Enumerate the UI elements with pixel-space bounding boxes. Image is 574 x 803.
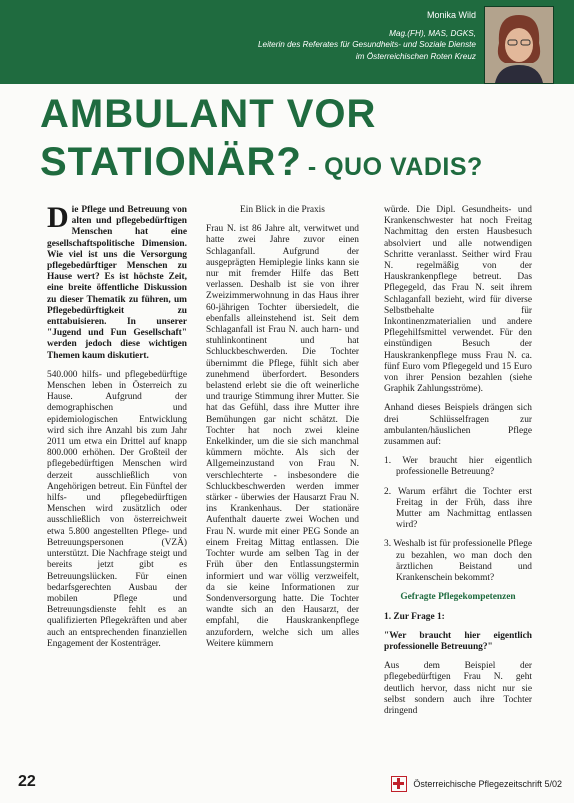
author-name: Monika Wild (426, 10, 476, 20)
lead-text: ie Pflege und Betreuung von alten und pflegebedürftigen Menschen hat eine gesellschaftspolitische Dimension. Wie viel ist uns die Versorgung pflegebedürftiger Menschen zu Hause wert? Es ist höchste Zeit, eine breite öffentliche Diskussion zu dieser Thematik zu führen, um Pflegebedürftigkeit zu enttabuisieren. In unserer "Jugend und Fun Gesellschaft" werden jedoch diese wichtigen Themen kaum diskutiert. (47, 205, 187, 361)
question-heading: "Wer braucht hier eigentlich professionelle Betreuung?" (384, 630, 532, 652)
body-paragraph: Aus dem Beispiel der pflegebedürftigen Frau N. geht deutlich hervor, dass nicht nur sie selbst sondern auch ihre Tochter dringend (384, 661, 532, 716)
body-paragraph: würde. Die Dipl. Gesundheits- und Krankenschwester hat noch Freitag Nachmittag den ersten Hausbesuch absolviert und alle notwendigen Schritte veranlasst. Seither wird Frau N. regelmäßig von der Hauskrankenpflege betreut. Das Pflegegeld, das Frau N. seit ihrem Schlaganfall bezieht, wird für diverse Selbstbehalte für Inkontinenzmaterialien und andere Pflegehilfsmittel verwendet. Für den einstündigen Besuch der Hauskrankenpflege muss Frau N. ca. fünf Euro vom Pflegegeld und 15 Euro von ihrer Pension bezahlen (siehe Graphik Zahlungsströme). (384, 205, 532, 395)
drop-cap: D (47, 201, 69, 234)
lead-paragraph (47, 201, 187, 362)
section-subheading: Gefragte Pflegekompetenzen (400, 592, 516, 603)
article-title-line1: AMBULANT VOR (40, 92, 377, 136)
question-item: 3. Weshalb ist für professionelle Pflege zu bezahlen, wo man doch den ärztlichen Beistand und Krankenschein bekommt? (384, 539, 532, 584)
text-column-1 (47, 201, 187, 658)
red-cross-icon (391, 776, 407, 792)
article-title-line2 (40, 140, 483, 185)
page-number: 22 (18, 773, 36, 790)
author-info (258, 10, 476, 62)
question-label: 1. Zur Frage 1: (384, 611, 445, 622)
question-list (384, 456, 532, 584)
text-column-3 (384, 205, 532, 725)
question-item: 1. Wer braucht hier eigentlich professionelle Betreuung? (384, 456, 532, 478)
body-paragraph: Frau N. ist 86 Jahre alt, verwitwet und hatte zwei Jahre zuvor einen Schlaganfall. Aufgrund der ausgeprägten Hemiplegie links kann sie nur mit fremder Hilfe das Bett verlassen. Deshalb ist sie von ihrer Zweizimmerwohnung in das Haus ihrer 60-jährigen Tochter übersiedelt, die ebenfalls alleinstehend ist. Seit dem Schlaganfall ist Frau N. auch harn- und stuhlinkontinent und hat Schluckbeschwerden. Die Tochter übernimmt die Pflege, fühlt sich aber zunehmend überfordert. Besonders belastend erlebt sie die oft weinerliche und traurige Stimmung ihrer Mutter. Sie hat das Gefühl, dass ihre Mutter ihre Bemühungen gar nicht schätzt. Die Tochter hat noch zwei kleine Enkelkinder, um die sie sich manchmal kümmern möchte. Als sich der Allgemeinzustand von Frau N. verschlechterte - insbesondere die Schluckbeschwerden werden immer stärker - überwies der Hausarzt Frau N. ins Krankenhaus. Der stationäre Aufenthalt dauerte zwei Wochen und Frau N. wurde mit einer PEG Sonde an einem Freitag Mittag entlassen. Die Tochter wurde am selben Tag in der Früh über den Entlassungstermin informiert und war völlig verzweifelt, da sie keine Informationen zur Sondenversorgung hatte. Die Tochter wandte sich an den Hausarzt, der empfahl, die Hauskrankenpflege anzufordern, welche sich um alles Weitere kümmern (206, 224, 359, 649)
article-subtitle: - QUO VADIS? (307, 153, 483, 181)
section-heading: Ein Blick in die Praxis (240, 205, 325, 215)
header-banner (0, 0, 574, 84)
author-organization: im Österreichischen Roten Kreuz (355, 51, 476, 61)
question-item: 2. Warum erfährt die Tochter erst Freitag in der Früh, dass ihre Mutter am Nachmittag entlassen wird? (384, 486, 532, 531)
body-paragraph: 540.000 hilfs- und pflegebedürftige Menschen leben in Österreich zu Hause. Aufgrund der demographischen und epidemiologischen Entwicklung wird sich ihre Anzahl bis zum Jahr 2011 um etwa ein Drittel auf knapp 800.000 erhöhen. Der Großteil der pflegebedürftigen Menschen wird derzeit ausschließlich von Angehörigen betreut. Ein Fünftel der hilfs- und pflegebedürftigen Menschen wird zusätzlich oder ausschließlich von österreichweit etwa 5.800 angestellten Pflege- und Betreuungspersonen (VZÄ) unterstützt. Die Nachfrage steigt und bereits jetzt gibt es Betreuungslücken. Für einen bedarfsgerechten Ausbau der mobilen Pflege und Betreuungsdienste fehlt es an qualifizierten Pflegekräften und aber auch an entsprechenden finanziellen Engagement der Kostenträger. (47, 369, 187, 649)
footer (391, 776, 562, 792)
article-title-main: STATIONÄR? (40, 140, 302, 184)
author-role: Leiterin des Referates für Gesundheits- und Soziale Dienste (257, 40, 476, 50)
body-paragraph: Anhand dieses Beispiels drängen sich drei Schlüsselfragen zur ambulanten/häuslichen Pflege zusammen auf: (384, 403, 532, 448)
author-photo (484, 6, 554, 84)
author-credential: Mag.(FH), MAS, DGKS, (389, 29, 476, 39)
journal-name: Österreichische Pflegezeitschrift 5/02 (413, 779, 562, 789)
text-column-2 (206, 205, 359, 658)
